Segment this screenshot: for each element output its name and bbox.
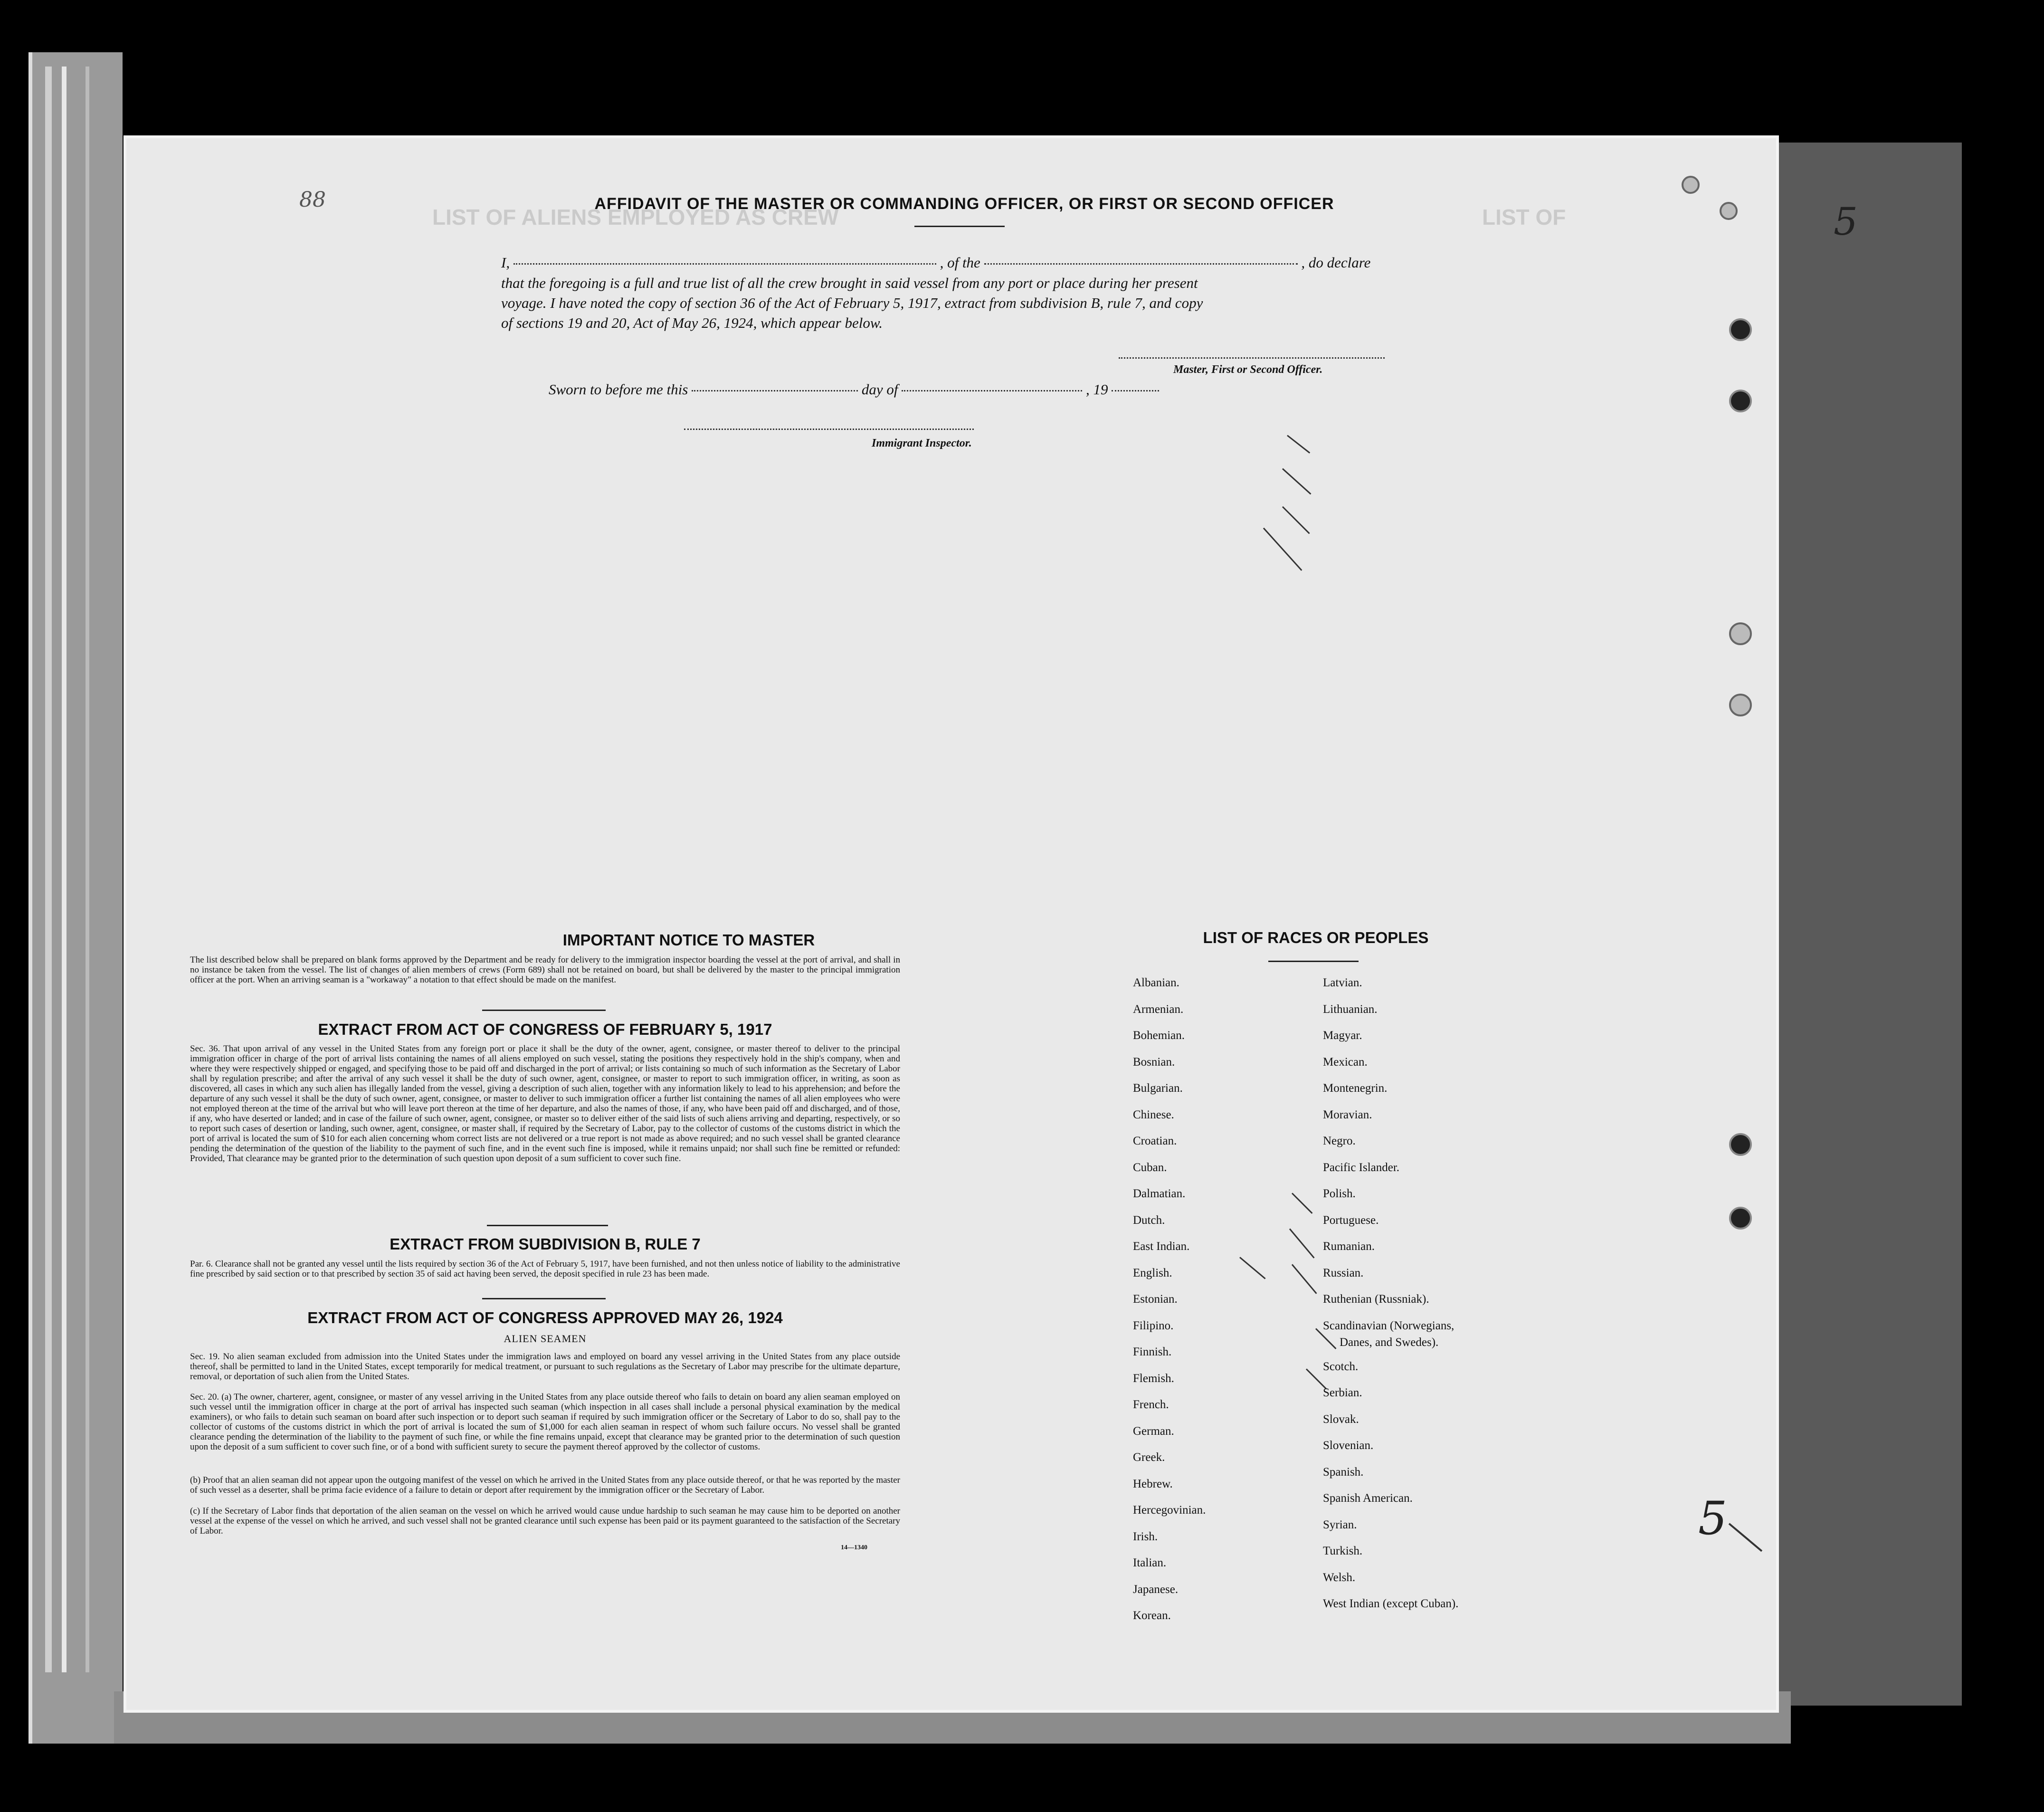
race-item: Ruthenian (Russniak). xyxy=(1323,1293,1429,1306)
binder-hole xyxy=(1720,202,1738,220)
inspector-signature-label: Immigrant Inspector. xyxy=(872,437,972,449)
race-item: Italian. xyxy=(1133,1556,1167,1569)
binder-hole xyxy=(1682,176,1700,194)
sec-19-text: Sec. 19. No alien seaman excluded from admission into the United States under the immigration laws and employed on board any vessel arriving in the United States from any place outside thereof, shall be permitted to land in the United States, except temporarily for medical treatment, or pursuant to such regulations as the Secretary of Labor may prescribe for the ultimate departure, removal, or deportation of such alien from the United States. xyxy=(190,1352,900,1382)
sworn-day-of: day of xyxy=(861,381,898,398)
master-signature-label: Master, First or Second Officer. xyxy=(1173,363,1323,376)
sworn-line xyxy=(549,381,1159,398)
race-item: Montenegrin. xyxy=(1323,1082,1388,1095)
race-item: Danes, and Swedes). xyxy=(1340,1336,1439,1349)
sec-20c-text: (c) If the Secretary of Labor finds that deportation of the alien seaman on the vessel on which he arrived would cause undue hardship to such seaman he may cause him to be deported on another vessel at the expense of the vessel on which he arrived, and such vessel shall not be granted clearance until such expense has been paid or its payment guaranteed to the satisfaction of the Secretary of Labor. xyxy=(190,1506,900,1536)
page-number-mark: 88 xyxy=(299,188,326,212)
races-divider xyxy=(1268,961,1359,962)
declaration-line-1 xyxy=(501,254,1370,271)
sworn-text: Sworn to before me this xyxy=(549,381,688,398)
race-item: Flemish. xyxy=(1133,1372,1174,1385)
race-item: Estonian. xyxy=(1133,1293,1178,1306)
races-title: LIST OF RACES OR PEOPLES xyxy=(1203,929,1429,946)
race-item: Scotch. xyxy=(1323,1360,1359,1373)
race-item: Slovenian. xyxy=(1323,1439,1374,1452)
race-item: Albanian. xyxy=(1133,976,1179,989)
race-item: Hebrew. xyxy=(1133,1477,1173,1490)
race-item: Latvian. xyxy=(1323,976,1362,989)
binder-hole xyxy=(1729,318,1752,341)
race-item: Dalmatian. xyxy=(1133,1187,1186,1200)
master-signature-line xyxy=(1119,357,1385,359)
title-divider xyxy=(914,226,1005,227)
declaration-declare: , do declare xyxy=(1301,254,1371,271)
declaration-of: , of the xyxy=(940,254,980,271)
officer-name-blank xyxy=(513,263,936,265)
race-item: Scandinavian (Norwegians, xyxy=(1323,1319,1455,1332)
paper-stack-edge xyxy=(29,52,123,1744)
handwritten-page-number: 5 xyxy=(1834,200,1858,244)
race-item: Moravian. xyxy=(1323,1108,1372,1121)
race-item: Polish. xyxy=(1323,1187,1356,1200)
form-number: 14—1340 xyxy=(841,1544,867,1551)
declaration-line-4: of sections 19 and 20, Act of May 26, 1924, which appear below. xyxy=(501,315,883,331)
race-item: Dutch. xyxy=(1133,1213,1165,1227)
race-item: Mexican. xyxy=(1323,1055,1368,1068)
paper-edge-line xyxy=(45,67,52,1672)
paper-edge-line xyxy=(86,67,89,1672)
race-item: East Indian. xyxy=(1133,1240,1190,1253)
back-page xyxy=(1772,143,1962,1706)
race-item: Rumanian. xyxy=(1323,1240,1375,1253)
sworn-month-blank xyxy=(902,390,1082,391)
sec-20b-text: (b) Proof that an alien seaman did not appear upon the outgoing manifest of the vessel on which he arrived in the United States from any place outside thereof, or that he was reported by the master of such vessel as a deserter, shall be prima facie evidence of a failure to detain or deport after requirement by the immigration officer or the Secretary of Labor. xyxy=(190,1475,900,1495)
notice-title: IMPORTANT NOTICE TO MASTER xyxy=(562,931,815,949)
race-item: Croatian. xyxy=(1133,1135,1177,1147)
sworn-year: , 19 xyxy=(1085,381,1108,398)
binder-hole xyxy=(1729,1133,1752,1156)
race-item: Korean. xyxy=(1133,1609,1171,1622)
extract-1917-title: EXTRACT FROM ACT OF CONGRESS OF FEBRUARY 5, 1917 xyxy=(318,1020,772,1038)
sworn-day-blank xyxy=(692,390,858,391)
race-item: Chinese. xyxy=(1133,1108,1174,1121)
bleed-through-text: LIST OF ALIENS EMPLOYED AS CREW xyxy=(432,205,839,229)
race-item: Bosnian. xyxy=(1133,1055,1175,1068)
race-item: Pacific Islander. xyxy=(1323,1161,1400,1174)
race-item: Bulgarian. xyxy=(1133,1082,1183,1095)
race-item: Armenian. xyxy=(1133,1002,1184,1016)
race-item: Cuban. xyxy=(1133,1161,1167,1174)
paper-edge-line xyxy=(62,67,67,1672)
race-item: Slovak. xyxy=(1323,1412,1359,1426)
inspector-signature-line xyxy=(684,429,974,430)
race-item: English. xyxy=(1133,1266,1172,1279)
handwritten-margin-number: 5 xyxy=(1698,1492,1728,1545)
vessel-name-blank xyxy=(984,263,1298,265)
race-item: Russian. xyxy=(1323,1266,1364,1279)
affidavit-title: AFFIDAVIT OF THE MASTER OR COMMANDING OFFICER, OR FIRST OR SECOND OFFICER xyxy=(594,195,1334,213)
race-item: Greek. xyxy=(1133,1451,1165,1464)
extract-rule7-body: Par. 6. Clearance shall not be granted any vessel until the lists required by section 36 of the Act of February 5, 1917, have been furnished, and not then unless notice of liability to the administrative fine prescribed by said section or to that prescribed by section 35 of said act having been served, the deposit specified in rule 23 has been made. xyxy=(190,1259,900,1279)
declaration-line-2: that the foregoing is a full and true list of all the crew brought in said vessel from any port or place during her present xyxy=(501,275,1198,291)
sec-20a-text: Sec. 20. (a) The owner, charterer, agent, consignee, or master of any vessel arriving in the United States from any place outside thereof who fails to detain on board any alien seaman employed on such vessel until the immigration officer in charge at the port of arrival has inspected such seaman (which inspection in all cases shall include a personal physical examination by the medical examiners), or who fails to detain such seaman on board after such inspection or to deport such seaman if required by such immigration officer or the Secretary of Labor to do so, shall pay to the collector of customs of the customs district in which the port of arrival is located the sum of $1,000 for each alien seaman in respect of whom such failure occurs. No vessel shall be granted clearance pending the determination of the liability to the payment of such fine, or while the fine remains unpaid, except that clearance may be granted prior to the determination of such question upon the deposit of a sum sufficient to cover such fine, or of a bond with sufficient surety to secure the payment thereof approved by the collector of customs. xyxy=(190,1392,900,1452)
race-item: Negro. xyxy=(1323,1135,1356,1147)
race-item: Finnish. xyxy=(1133,1345,1172,1358)
declaration-line-3: voyage. I have noted the copy of section 36 of the Act of February 5, 1917, extract from subdivision B, rule 7, and copy xyxy=(501,295,1203,311)
sworn-year-blank xyxy=(1112,390,1159,391)
binder-hole xyxy=(1729,694,1752,716)
section-divider xyxy=(487,1225,608,1226)
race-item: Filipino. xyxy=(1133,1319,1174,1332)
race-item: Japanese. xyxy=(1133,1583,1179,1596)
alien-seamen-subtitle: ALIEN SEAMEN xyxy=(504,1333,587,1345)
extract-1924-title: EXTRACT FROM ACT OF CONGRESS APPROVED MAY 26, 1924 xyxy=(307,1309,783,1326)
race-item: German. xyxy=(1133,1424,1174,1438)
binder-hole xyxy=(1729,390,1752,412)
race-item: West Indian (except Cuban). xyxy=(1323,1597,1459,1611)
race-item: Welsh. xyxy=(1323,1571,1356,1584)
race-item: Irish. xyxy=(1133,1530,1158,1543)
binder-hole xyxy=(1729,1207,1752,1230)
section-divider xyxy=(482,1010,606,1011)
race-item: Hercegovinian. xyxy=(1133,1504,1206,1516)
race-item: Turkish. xyxy=(1323,1545,1363,1558)
notice-body: The list described below shall be prepared on blank forms approved by the Department and be ready for delivery to the immigration inspector boarding the vessel at the port of arrival, and shall in no instance be taken from the vessel. The list of changes of alien members of crews (Form 689) shall not be retained on board, but shall be delivered by the master to the principal immigration officer at the port. When an arriving seaman is a "workaway" a notation to that effect should be made on the manifest. xyxy=(190,955,900,985)
extract-rule7-title: EXTRACT FROM SUBDIVISION B, RULE 7 xyxy=(390,1235,701,1253)
extract-1917-body: Sec. 36. That upon arrival of any vessel in the United States from any foreign port or place it shall be the duty of the owner, agent, consignee, or master thereof to deliver to the principal immigration officer in charge of the port of arrival lists containing the names of all aliens employed on such vessel, stating the positions they respectively hold in the ship's company, when and where they were respectively shipped or engaged, and specifying those to be paid off and discharged in the port of arrival; or lists containing so much of such information as the Secretary of Labor shall by regulation prescribe; and after the arrival of any such vessel it shall be the duty of such owner, agent, consignee, or master to report to such immigration officer, in writing, as soon as discovered, all cases in which any such alien has illegally landed from the vessel, giving a description of such alien, together with any information likely to lead to his apprehension; and before the departure of any such vessel it shall be the duty of such owner, agent, consignee, or master to deliver to such immigration officer a further list containing the names of all alien employees who were not employed thereon at the time of the arrival but who will leave port thereon at the time of her departure, and also the names of those, if any, who have been paid off and discharged, and of those, if any, who have deserted or landed; and in case of the failure of such owner, agent, consignee, or master so to deliver either of the said lists of such aliens arriving and departing, respectively, or so to report such cases of desertion or landing, such owner, agent, consignee, or master shall, if required by the Secretary of Labor, pay to the collector of customs of the customs district in which the port of arrival is located the sum of $10 for each alien concerning whom correct lists are not delivered or a true report is not made as above required; and no such vessel shall be granted clearance pending the determination of the question of the liability to the payment of such fine, and in the event such fine is imposed, while it remains unpaid; nor shall such fine be remitted or refunded: Provided, That clearance may be granted prior to the determination of such question upon deposit of a sum sufficient to cover such fine. xyxy=(190,1044,900,1163)
race-item: Spanish. xyxy=(1323,1465,1364,1478)
race-item: French. xyxy=(1133,1398,1169,1411)
bleed-through-text: LIST OF xyxy=(1482,205,1566,229)
race-item: Lithuanian. xyxy=(1323,1002,1378,1016)
race-item: Magyar. xyxy=(1323,1029,1362,1042)
race-item: Bohemian. xyxy=(1133,1029,1185,1042)
race-item: Syrian. xyxy=(1323,1518,1357,1531)
declaration-i: I, xyxy=(501,254,510,271)
binder-hole xyxy=(1729,622,1752,645)
race-item: Portuguese. xyxy=(1323,1213,1379,1227)
section-divider xyxy=(482,1298,606,1299)
race-item: Serbian. xyxy=(1323,1386,1362,1400)
race-item: Spanish American. xyxy=(1323,1492,1413,1505)
